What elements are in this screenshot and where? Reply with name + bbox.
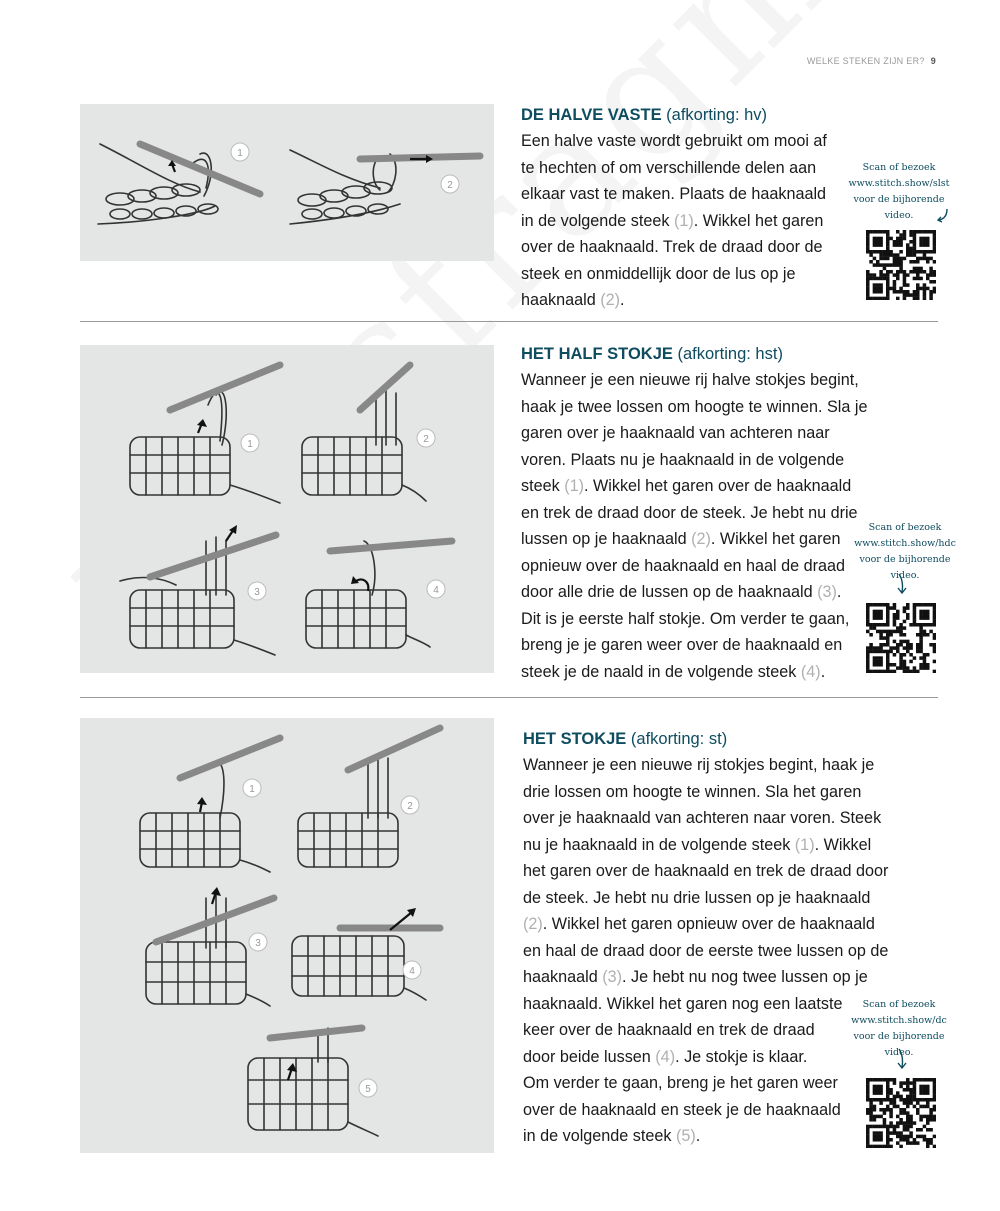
qr-arrow-icon	[895, 1047, 909, 1071]
section-divider	[80, 321, 938, 322]
qr-caption-line: Scan of bezoek	[868, 522, 942, 533]
section-title: HET STOKJE	[523, 730, 627, 748]
step-reference: (5)	[676, 1127, 696, 1145]
body-text: het garen over de haaknaald en trek de draad door	[523, 862, 889, 880]
body-line	[521, 579, 867, 606]
body-text: en haal de draad door de eerste twee lussen op de	[523, 941, 889, 960]
body-text: voren. Plaats nu je haaknaald in de volgende	[521, 450, 845, 469]
body-text: Wanneer je een nieuwe rij stokjes begint, haak je	[523, 756, 875, 774]
body-text: lussen op je haaknaald	[521, 530, 692, 548]
body-line	[523, 938, 888, 965]
body-line	[523, 805, 888, 832]
body-line	[523, 991, 888, 1018]
diagram-panel-stokje	[80, 718, 494, 1153]
body-line	[521, 632, 867, 659]
qr-caption-line: voor de bijhorende video.	[853, 194, 945, 221]
body-text: Een halve vaste wordt gebruikt om mooi af	[521, 132, 827, 150]
step-reference: (4)	[800, 662, 821, 681]
half-stokje-illustration	[80, 345, 494, 673]
body-text: en trek de draad door de steek. Je hebt nu drie	[521, 503, 858, 522]
body-text: . Wikkel	[814, 835, 872, 854]
step-reference: (1)	[794, 835, 815, 854]
body-line	[521, 606, 867, 633]
body-line	[523, 752, 888, 779]
page-number: 9	[930, 56, 936, 66]
qr-caption-line: voor de bijhorende video.	[853, 1031, 945, 1058]
diagram-label: 2	[423, 434, 429, 445]
diagram-label: 4	[409, 966, 415, 977]
body-text: Dit is je eerste half stokje. Om verder te gaan,	[521, 609, 850, 628]
body-line	[523, 885, 888, 912]
body-text: nu je haaknaald in de volgende steek	[523, 835, 795, 854]
body-line	[521, 500, 867, 527]
section-abbreviation: (afkorting: st)	[630, 730, 728, 748]
body-line	[521, 553, 867, 580]
qr-caption-url: www.stitch.show/slst	[848, 178, 950, 189]
body-text: keer over de haaknaald en trek de draad	[523, 1021, 815, 1039]
diagram-label: 4	[433, 585, 439, 596]
body-line	[521, 420, 867, 447]
body-text: door alle drie de lussen op de haaknaald	[521, 583, 818, 601]
section-title: DE HALVE VASTE	[521, 106, 662, 124]
body-line	[521, 234, 827, 261]
body-line	[523, 858, 888, 885]
section-heading	[521, 341, 867, 367]
qr-caption-url: www.stitch.show/hdc	[854, 538, 956, 549]
stokje-illustration	[80, 718, 494, 1153]
body-line	[523, 1044, 888, 1071]
section-divider	[80, 697, 938, 698]
body-line	[523, 1017, 888, 1044]
body-text: drie lossen om hoogte te winnen. Sla het garen	[523, 782, 862, 801]
body-text: .	[620, 291, 625, 309]
body-line	[523, 779, 888, 806]
body-line	[523, 964, 888, 991]
body-line	[521, 526, 867, 553]
body-text: haaknaald	[521, 291, 601, 309]
body-text: . Wikkel het garen over de haaknaald	[584, 477, 852, 495]
diagram-label: 2	[447, 180, 453, 191]
section-halve-vaste	[521, 102, 827, 314]
body-line	[521, 473, 867, 500]
qr-code-icon[interactable]	[866, 603, 936, 673]
step-reference: (1)	[674, 211, 694, 230]
body-text: .	[695, 1127, 701, 1145]
body-text: opnieuw over de haaknaald en haal de draad	[521, 556, 846, 575]
diagram-label: 3	[254, 587, 260, 598]
body-text: .	[820, 662, 826, 681]
section-body	[523, 752, 888, 1150]
step-reference: (2)	[691, 530, 711, 548]
section-body	[521, 367, 867, 685]
diagram-label: 1	[237, 148, 243, 159]
section-stokje	[523, 726, 888, 1150]
step-reference: (3)	[602, 968, 623, 986]
qr-caption-line: voor de bijhorende video.	[859, 554, 951, 581]
body-line	[521, 394, 867, 421]
body-text: haak je twee lossen om hoogte te winnen. Sla je	[521, 397, 868, 416]
body-text: haaknaald. Wikkel het garen nog een laatste	[523, 994, 843, 1013]
qr-caption-line: Scan of bezoek	[862, 162, 936, 173]
body-text: in de volgende steek	[523, 1127, 676, 1145]
qr-arrow-icon	[935, 207, 951, 223]
body-text: over je haaknaald van achteren naar voren. Steek	[523, 809, 882, 827]
section-half-stokje	[521, 341, 867, 685]
body-line	[521, 367, 867, 394]
body-line	[523, 911, 888, 938]
body-line	[523, 1123, 888, 1150]
qr-arrow-icon	[895, 572, 909, 596]
body-line	[521, 261, 827, 288]
body-text: elkaar vast te maken. Plaats de haaknaald	[521, 185, 827, 203]
section-heading	[521, 102, 827, 128]
halve-vaste-illustration	[80, 104, 494, 261]
body-text: te hechten of om verschillende delen aan	[521, 158, 817, 177]
section-abbreviation: (afkorting: hv)	[666, 106, 768, 124]
running-head-title: WELKE STEKEN ZIJN ER?	[806, 56, 925, 66]
section-title: HET HALF STOKJE	[521, 345, 673, 363]
body-line	[523, 1070, 888, 1097]
stitch-row-1	[106, 184, 218, 219]
body-text: Om verder te gaan, breng je het garen weer	[523, 1074, 838, 1092]
body-text: breng je je garen weer over de haaknaald en	[521, 636, 843, 654]
qr-code-icon[interactable]	[866, 230, 936, 300]
body-text: steek je de naald in de volgende steek	[521, 662, 801, 681]
body-line	[523, 832, 888, 859]
step-reference: (4)	[655, 1047, 676, 1066]
body-line	[521, 208, 827, 235]
qr-caption-line: Scan of bezoek	[862, 999, 936, 1010]
running-head	[807, 56, 936, 66]
body-line	[523, 1097, 888, 1124]
body-text: over de haaknaald en steek je de haaknaald	[523, 1100, 841, 1119]
diagram-panel-half-stokje	[80, 345, 494, 673]
diagram-label: 5	[365, 1084, 371, 1095]
body-text: . Wikkel het garen	[693, 211, 824, 230]
section-heading	[523, 726, 888, 752]
diagram-label: 1	[247, 439, 253, 450]
step-reference: (1)	[564, 477, 584, 495]
section-abbreviation: (afkorting: hst)	[677, 345, 783, 363]
qr-caption-url: www.stitch.show/dc	[851, 1015, 947, 1026]
section-body	[521, 128, 827, 314]
body-text: Wanneer je een nieuwe rij halve stokjes begint,	[521, 371, 859, 389]
body-text: garen over je haaknaald van achteren naar	[521, 424, 830, 442]
step-reference: (3)	[817, 583, 837, 601]
body-line	[521, 287, 827, 314]
body-text: . Je hebt nu nog twee lussen op je	[622, 968, 868, 986]
body-text: steek en onmiddellijk door de lus op je	[521, 264, 796, 283]
body-text: haaknaald	[523, 968, 603, 986]
diagram-label: 1	[249, 784, 255, 795]
diagram-panel-halve-vaste	[80, 104, 494, 261]
body-text: over de haaknaald. Trek de draad door de	[521, 238, 823, 256]
body-line	[521, 181, 827, 208]
diagram-label: 3	[255, 938, 261, 949]
body-text: . Wikkel het garen	[710, 530, 841, 548]
step-reference: (2)	[600, 291, 621, 309]
body-line	[521, 128, 827, 155]
body-text: . Wikkel het garen opnieuw over de haaknaald	[542, 915, 875, 933]
body-text: de steek. Je hebt nu drie lussen op je haaknaald	[523, 888, 871, 907]
body-line	[521, 659, 867, 686]
body-text: steek	[521, 477, 565, 495]
body-line	[521, 155, 827, 182]
body-line	[521, 447, 867, 474]
body-text: .	[836, 583, 842, 601]
diagram-label: 2	[407, 801, 413, 812]
body-text: . Je stokje is klaar.	[675, 1047, 808, 1066]
step-reference: (2)	[523, 915, 543, 933]
body-text: door beide lussen	[523, 1047, 656, 1066]
body-text: in de volgende steek	[521, 211, 674, 230]
qr-code-icon[interactable]	[866, 1078, 936, 1148]
